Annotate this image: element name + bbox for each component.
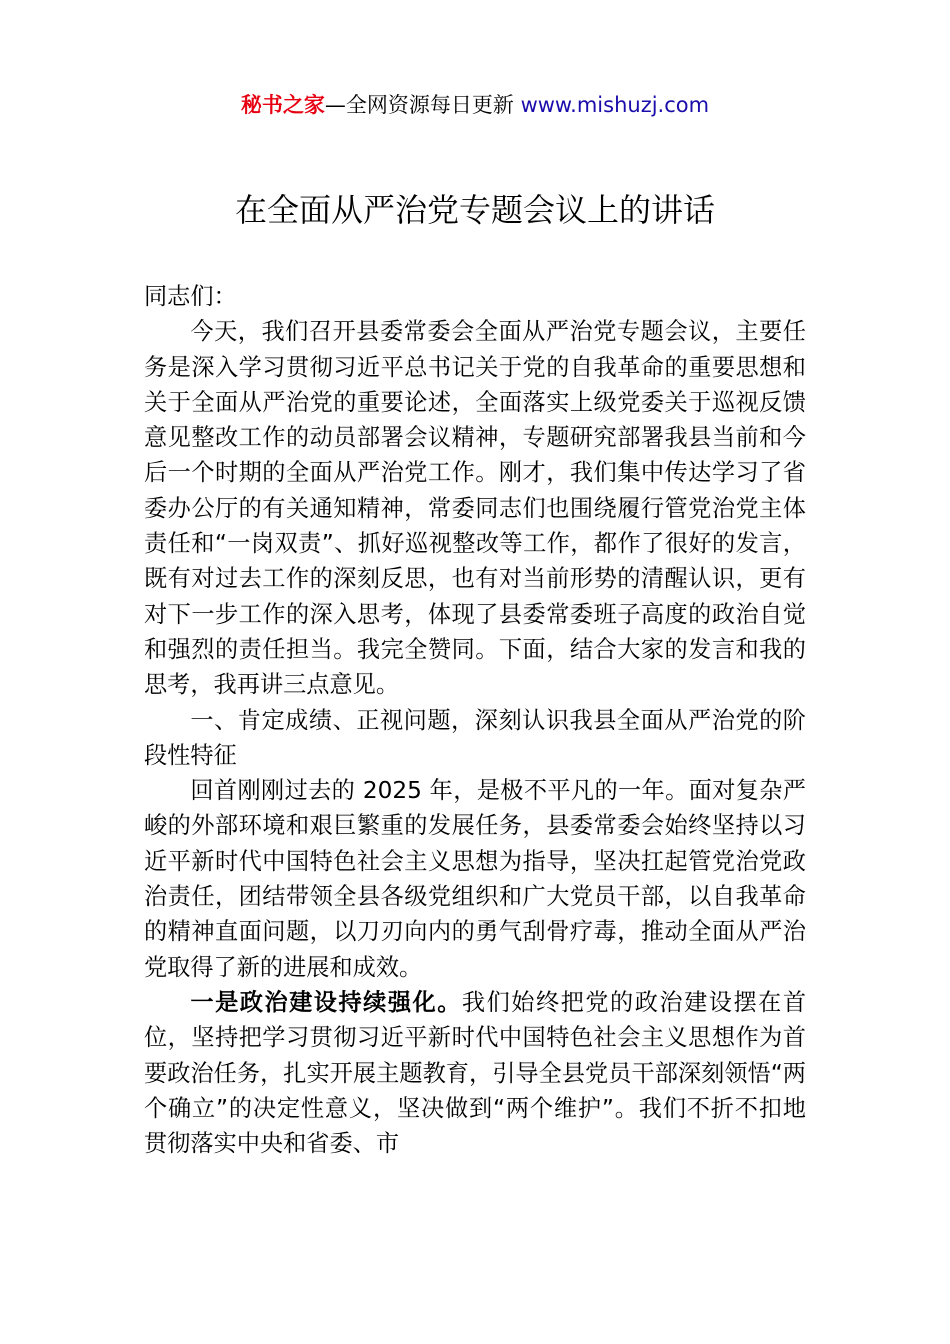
section-heading: 一、肯定成绩、正视问题，深刻认识我县全面从严治党的阶段性特征 <box>144 706 806 769</box>
brand-name: 秘书之家 <box>240 93 325 117</box>
site-header <box>0 88 950 122</box>
point-paragraph <box>144 985 806 1161</box>
salutation: 同志们： <box>144 283 237 310</box>
document-title: 在全面从严治党专题会议上的讲话 <box>234 191 715 229</box>
point-text: 我们始终把党的政治建设摆在首位，坚持把学习贯彻习近平新时代中国特色社会主义思想作为首要政治任务，扎实开展主题教育，引导全县党员干部深刻领悟“两个确立”的决定性意义，坚决做到“两个维护”。我们不折不扣地贯彻落实中央和省委、市 <box>144 988 807 1158</box>
point-lead: 一是政治建设持续强化。 <box>190 988 462 1016</box>
document-body <box>144 279 806 1161</box>
intro-paragraph: 今天，我们召开县委常委会全面从严治党专题会议，主要任务是深入学习贯彻习近平总书记关于党的自我革命的重要思想和关于全面从严治党的重要论述，全面落实上级党委关于巡视反馈意见整改工作的动员部署会议精神，专题研究部署我县当前和今后一个时期的全面从严治党工作。刚才，我们集中传达学习了省委办公厅的有关通知精神，常委同志们也围绕履行管党治党主体责任和“一岗双责”、抓好巡视整改等工作，都作了很好的发言，既有对过去工作的深刻反思，也有对当前形势的清醒认识，更有对下一步工作的深入思考，体现了县委常委班子高度的政治自觉和强烈的责任担当。我完全赞同。下面，结合大家的发言和我的思考，我再讲三点意见。 <box>144 318 806 699</box>
site-url-link[interactable]: www.mishuzj.com <box>520 93 710 117</box>
body-paragraph: 回首刚刚过去的 2025 年，是极不平凡的一年。面对复杂严峻的外部环境和艰巨繁重的发展任务，县委常委会始终坚持以习近平新时代中国特色社会主义思想为指导，坚决扛起管党治党政治责任，团结带领全县各级党组织和广大党员干部，以自我革命的精神直面问题，以刀刃向内的勇气刮骨疗毒，推动全面从严治党取得了新的进展和成效。 <box>144 777 806 981</box>
header-tagline: —全网资源每日更新 <box>324 93 521 117</box>
